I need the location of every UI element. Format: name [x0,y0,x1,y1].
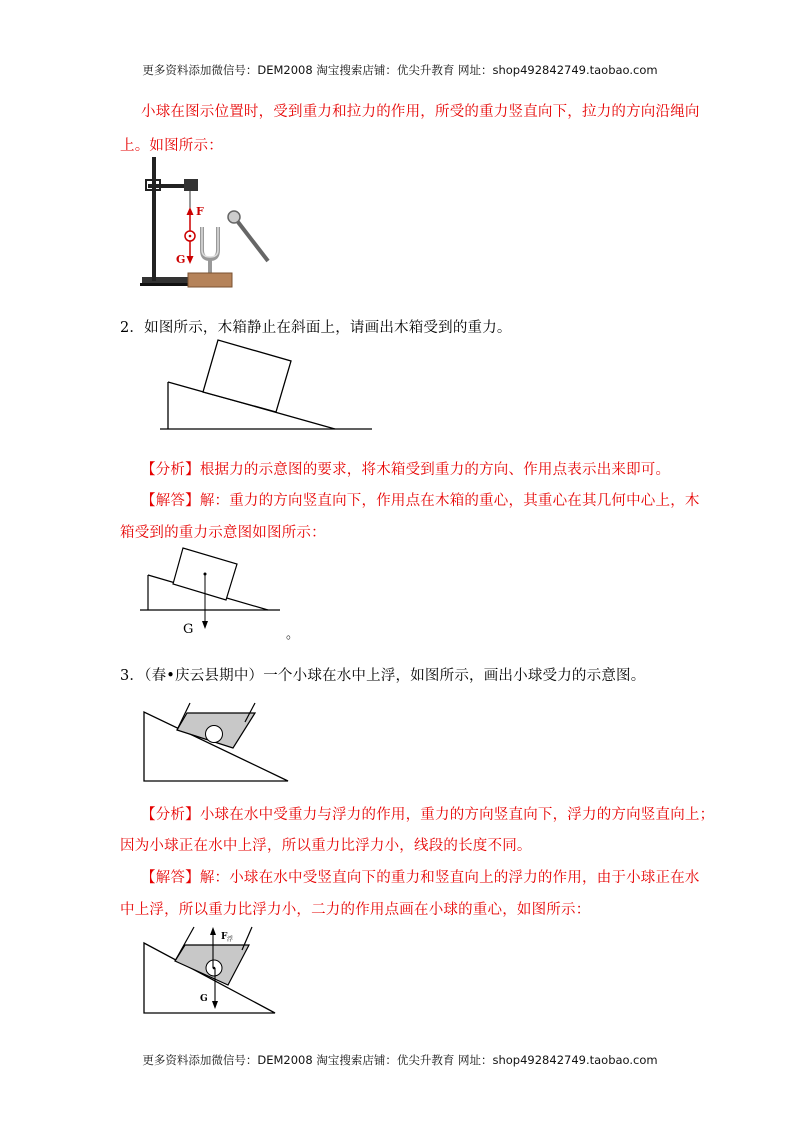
tuning-fork [202,227,218,259]
q2-answer-line2: 箱受到的重力示意图如图所示： [120,525,326,541]
stand-arm [148,184,188,188]
resonance-box [188,273,232,287]
q3-analysis-line2: 因为小球正在水中上浮，所以重力比浮力小，线段的长度不同。 [120,838,532,854]
page-footer: 更多资料添加微信号：DEM2008 淘宝搜索店铺：优尖升教育 网址：shop492842749.taobao.com [142,1053,658,1067]
q3-question: 3．（春•庆云县期中）一个小球在水中上浮，如图所示，画出小球受力的示意图。 [120,668,646,684]
q2-figure [160,340,380,435]
q3-answer-line2: 中上浮，所以重力比浮力小，二力的作用点画在小球的重心，如图所示： [120,902,591,918]
q3-label-f-sub: 浮 [227,936,234,943]
hammer [228,211,240,223]
ball [206,726,223,743]
q2-end-mark: 。 [286,627,300,642]
q2-answer-figure [140,545,300,640]
q2-question: 2．如图所示，木箱静止在斜面上，请画出木箱受到的重力。 [120,320,512,336]
q1-label-g: G [176,253,186,266]
q2-analysis: 【分析】根据力的示意图的要求，将木箱受到重力的方向、作用点表示出来即可。 [141,462,671,478]
q2-answer-line1: 【解答】解：重力的方向竖直向下，作用点在木箱的重心，其重心在其几何中心上，木 [141,493,700,509]
q1-answer-line1: 小球在图示位置时，受到重力和拉力的作用，所受的重力竖直向下，拉力的方向沿绳向 [141,104,700,120]
q2-label-g: G [183,622,194,637]
string-clamp [184,179,198,191]
q3-label-f: F [221,932,228,942]
q3-figure [142,703,292,785]
q1-answer-line2: 上。如图所示： [120,138,223,154]
q3-label-g: G [200,994,208,1004]
stand-base [142,277,190,284]
stand-rod [152,157,156,281]
q3-answer-line1: 【解答】解：小球在水中受竖直向下的重力和竖直向上的浮力的作用，由于小球正在水 [141,870,700,886]
q3-answer-figure [142,925,282,1017]
q3-analysis-line1: 【分析】小球在水中受重力与浮力的作用，重力的方向竖直向下，浮力的方向竖直向上； [141,807,715,823]
wooden-box [203,340,291,412]
q1-figure [140,155,280,295]
q1-label-f: F [196,205,204,218]
page-header: 更多资料添加微信号：DEM2008 淘宝搜索店铺：优尖升教育 网址：shop492842749.taobao.com [142,63,658,77]
